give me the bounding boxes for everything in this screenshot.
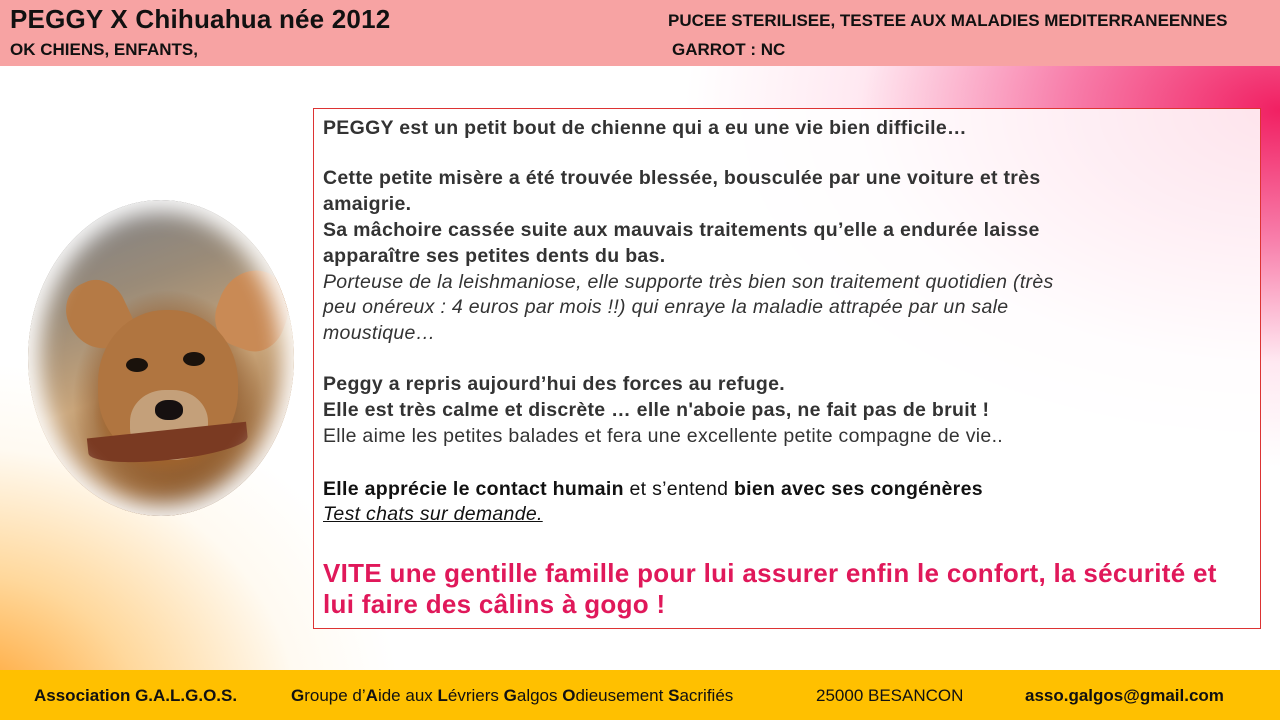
jaw-line-2: apparaître ses petites dents du bas. (323, 245, 666, 267)
call-to-action: VITE une gentille famille pour lui assurer enfin le confort, la sécurité et lui faire des câlins à gogo ! (323, 558, 1217, 619)
social-line (323, 476, 983, 502)
calm-line: Elle est très calme et discrète … elle n'aboie pas, ne fait pas de bruit ! (323, 399, 990, 421)
refuge-line: Peggy a repris aujourd’hui des forces au refuge. (323, 373, 785, 395)
header-banner (0, 0, 1280, 66)
health-status-line: PUCEE STERILISEE, TESTEE AUX MALADIES MEDITERRANEENNES (668, 11, 1228, 30)
intro-text: PEGGY est un petit bout de chienne qui a eu une vie bien difficile… (323, 117, 967, 139)
cats-test-line: Test chats sur demande. (323, 503, 543, 525)
dog-photo (28, 200, 294, 516)
compatibility-line: OK CHIENS, ENFANTS, (10, 40, 198, 59)
association-expansion: Groupe d’Aide aux Lévriers Galgos Odieusement Sacrifiés (291, 686, 734, 705)
walks-line: Elle aime les petites balades et fera une excellente petite compagne de vie.. (323, 425, 1004, 447)
health-line-2: peu onéreux : 4 euros par mois !!) qui enraye la maladie attrapée par un sale (323, 296, 1009, 318)
story-line-1: Cette petite misère a été trouvée blessée, bousculée par une voiture et très (323, 167, 1041, 189)
email-address: asso.galgos@gmail.com (1025, 686, 1224, 705)
health-line-3: moustique… (323, 322, 436, 344)
story-line-2: amaigrie. (323, 193, 412, 215)
footer-banner (0, 670, 1280, 720)
social-bold-2: bien avec ses congénères (733, 478, 983, 500)
description-card (313, 108, 1261, 629)
social-mid: et s’entend (623, 478, 734, 500)
city: 25000 BESANCON (816, 686, 964, 705)
page-title: PEGGY X Chihuahua née 2012 (10, 4, 391, 34)
jaw-line-1: Sa mâchoire cassée suite aux mauvais traitements qu’elle a endurée laisse (323, 219, 1040, 241)
health-line-1: Porteuse de la leishmaniose, elle supporte très bien son traitement quotidien (très (323, 271, 1054, 293)
height-line: GARROT : NC (672, 40, 786, 59)
social-bold-1: Elle apprécie le contact humain (323, 478, 624, 500)
association-name: Association G.A.L.G.O.S. (34, 686, 238, 705)
